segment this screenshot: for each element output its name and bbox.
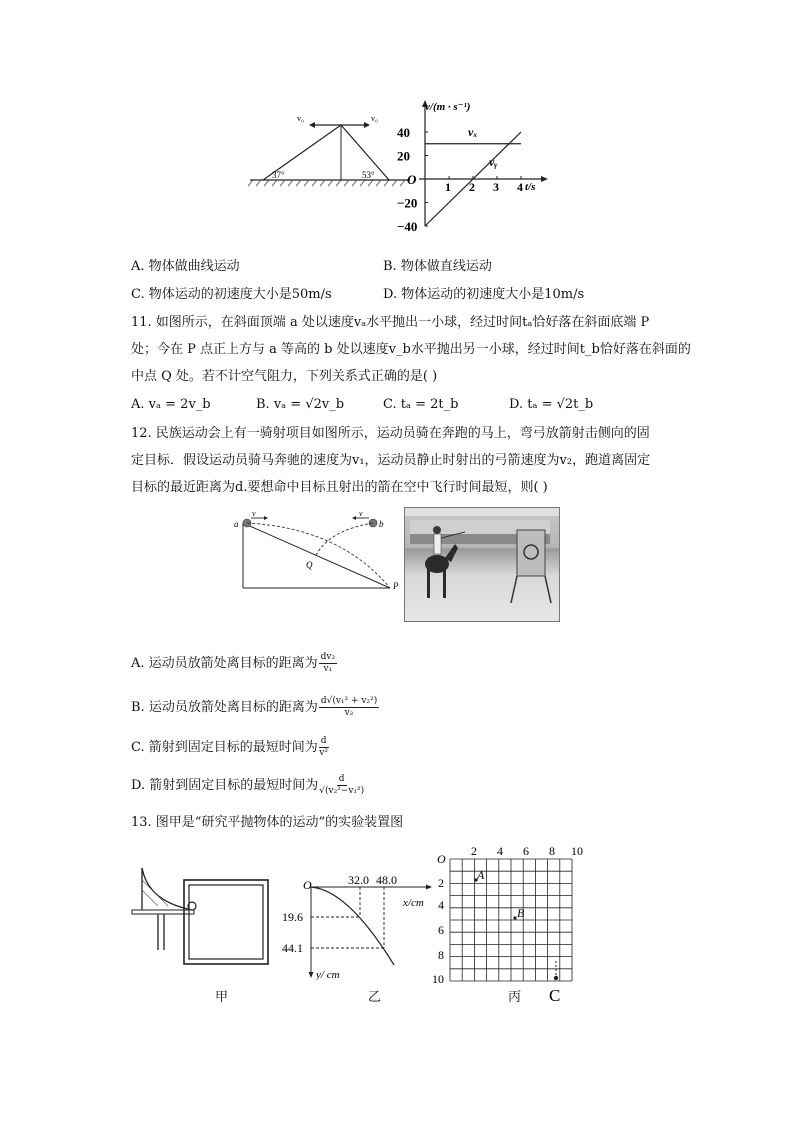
v0-left-label: v₀ (297, 114, 304, 123)
q10-option-a: A. 物体做曲线运动 (131, 259, 240, 274)
angle-53-label: 53° (362, 170, 375, 180)
q12-option-d: D. 箭射到固定目标的最短时间为 (131, 778, 319, 793)
q12-option-a-fraction (319, 652, 337, 675)
q12-label-b: b (379, 519, 384, 529)
yi-y1: 19.6 (282, 910, 303, 924)
bing-top-2: 2 (471, 844, 477, 858)
q12-option-d-num: d (338, 774, 345, 784)
q12-label-q: Q (306, 560, 313, 570)
vt-xtick-label: 2 (469, 180, 475, 194)
q12-label-vb: v (359, 509, 363, 518)
bing-point-a: A (477, 868, 485, 882)
q13-grid-bing (430, 843, 600, 1011)
q12-line2: 定目标．假设运动员骑马奔驰的速度为v₁，运动员静止时射出的弓箭速度为v₂，跑道离固定 (131, 453, 651, 468)
q12-option-c-fraction (319, 736, 329, 759)
q12-option-b-row (131, 695, 379, 721)
q12-option-b-num: d√(v₁² + v₂²) (320, 696, 378, 706)
q10-option-b: B. 物体做直线运动 (383, 259, 492, 274)
q12-label-va: v (252, 509, 256, 518)
q13-line1: 13. 图甲是“研究平抛物体的运动”的实验装置图 (131, 815, 404, 830)
vt-ytick-label: −20 (397, 195, 418, 211)
q12-option-c: C. 箭射到固定目标的最短时间为 (131, 740, 318, 755)
vt-graph (395, 96, 555, 236)
q11-option-d: D. tₐ = √2t_b (509, 397, 594, 412)
q12-option-b-den: v₂ (344, 708, 354, 718)
vx-series-label: vₓ (468, 125, 478, 139)
v0-right-label: v₀ (371, 114, 378, 123)
q11-option-b: B. vₐ = √2v_b (256, 397, 345, 412)
vt-origin: O (407, 172, 417, 187)
q12-option-b: B. 运动员放箭处离目标的距离为 (131, 700, 318, 715)
q11-line3: 中点 Q 处。若不计空气阻力，下列关系式正确的是( ) (131, 369, 438, 384)
q10-option-d: D. 物体运动的初速度大小是10m/s (383, 287, 585, 302)
q11-option-c: C. tₐ = 2t_b (383, 397, 459, 412)
bing-left-8: 8 (438, 948, 444, 962)
bing-left-10: 10 (432, 972, 444, 986)
vt-ytick-label: −40 (397, 219, 418, 234)
incline-figure (245, 108, 415, 188)
vt-xtick-label: 4 (517, 180, 523, 194)
q13-apparatus-jia (128, 860, 273, 970)
bing-top-6: 6 (523, 844, 529, 858)
q11-line2: 处；今在 P 点正上方与 a 等高的 b 处以速度v_b水平抛出另一小球，经过时间t_b恰好落在斜面的 (131, 342, 691, 357)
q12-option-d-den: √(v₂²−v₁²) (319, 786, 365, 796)
yi-x1: 32.0 (348, 873, 369, 887)
q13-caption-yi: 乙 (368, 990, 382, 1005)
vt-ytick-label: 20 (397, 148, 410, 164)
bing-left-2: 2 (438, 876, 444, 890)
q11-option-a: A. vₐ = 2v_b (131, 397, 211, 412)
q12-option-a-row (131, 651, 337, 677)
yi-x2: 48.0 (376, 873, 397, 887)
q12-option-c-num: d (320, 736, 327, 746)
q12-label-p: P (393, 581, 399, 591)
q12-line3: 目标的最近距离为d.要想命中目标且射出的箭在空中飞行时间最短，则( ) (131, 480, 548, 495)
yi-origin: O (303, 878, 312, 892)
q10-option-c: C. 物体运动的初速度大小是50m/s (131, 287, 332, 302)
bing-point-c: C (549, 986, 561, 1005)
vt-ytick-label: 40 (397, 125, 410, 140)
q13-caption-jia: 甲 (215, 990, 229, 1005)
bing-left-4: 4 (438, 898, 444, 912)
q12-projectile-figure (232, 508, 404, 594)
q12-option-a: A. 运动员放箭处离目标的距离为 (131, 656, 318, 671)
q12-option-c-den: v² (319, 748, 328, 758)
q12-option-a-num: dv₂ (320, 652, 336, 662)
q12-label-a: a (234, 519, 239, 529)
yi-ylabel: y/ cm (316, 969, 340, 980)
q12-line1: 12. 民族运动会上有一骑射项目如图所示，运动员骑在奔跑的马上，弯弓放箭射击侧向的固 (131, 426, 650, 441)
q12-option-b-fraction (319, 696, 379, 719)
bing-top-4: 4 (497, 844, 503, 858)
bing-origin: O (437, 852, 446, 866)
q12-option-d-row (131, 773, 364, 799)
vt-xtick-label: 1 (445, 180, 451, 194)
bing-top-8: 8 (549, 844, 555, 858)
angle-37-label: 37° (272, 170, 285, 180)
q13-caption-bing: 丙 (508, 990, 522, 1005)
bing-top-10: 10 (571, 844, 583, 858)
vy-series-label: vᵧ (489, 155, 498, 169)
vt-xtick-label: 3 (493, 180, 499, 194)
q12-option-c-row (131, 735, 329, 761)
vt-ylabel: v/(m · s⁻¹) (425, 101, 471, 113)
yi-xlabel: x/cm (403, 897, 424, 909)
q12-option-a-den: v₁ (323, 664, 333, 674)
q12-option-d-fraction (319, 774, 364, 797)
bing-point-b: B (517, 906, 525, 920)
bing-left-6: 6 (438, 923, 444, 937)
vt-xlabel: t/s (525, 181, 536, 193)
q11-line1: 11. 如图所示，在斜面顶端 a 处以速度vₐ水平抛出一小球，经过时间tₐ恰好落在斜面底端 P (131, 315, 650, 330)
yi-y2: 44.1 (282, 941, 303, 955)
q13-trajectory-yi (278, 870, 438, 980)
horse-archer-photo (404, 507, 560, 622)
